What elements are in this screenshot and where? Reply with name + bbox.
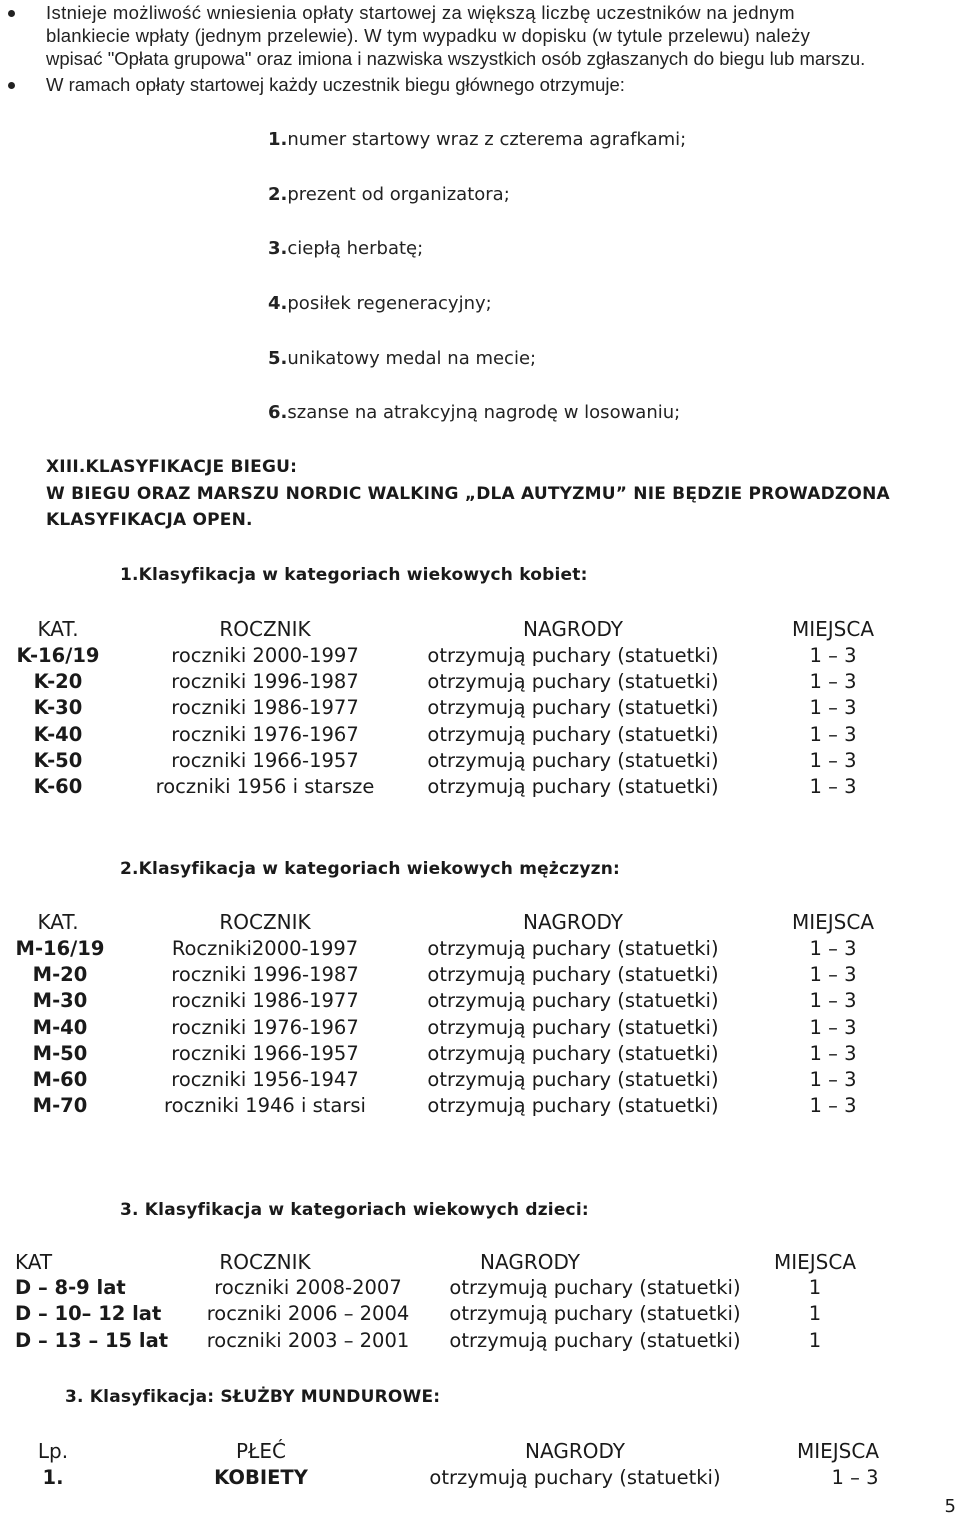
cell-category: K-60 (33, 775, 83, 798)
header-miejsca: MIEJSCA (791, 617, 875, 641)
cell-year: roczniki 1986-1977 (171, 696, 359, 720)
cell-prize: otrzymują puchary (statuetki) (449, 1276, 741, 1299)
benefit-item (268, 238, 423, 259)
table-row (0, 670, 960, 696)
benefit-item (268, 402, 680, 423)
cell-prize: otrzymują puchary (statuetki) (427, 989, 719, 1013)
cell-prize: otrzymują puchary (statuetki) (427, 696, 719, 720)
table-row (0, 1276, 960, 1302)
cell-prize: otrzymują puchary (statuetki) (427, 1094, 719, 1118)
header-kat: KAT (15, 1250, 53, 1274)
section-number: XIII. (46, 457, 86, 477)
cell-year: Roczniki2000-1997 (171, 937, 359, 960)
header-nagrody: NAGRODY (523, 910, 623, 934)
table-row (0, 937, 960, 963)
header-rocznik: ROCZNIK (219, 1250, 311, 1274)
header-nagrody: NAGRODY (480, 1250, 580, 1274)
cell-category: D – 13 – 15 lat (15, 1328, 169, 1352)
cell-category: M-40 (32, 1015, 88, 1039)
table-header-row (0, 910, 960, 936)
table-row (0, 644, 960, 670)
cell-prize: otrzymują puchary (statuetki) (449, 1328, 741, 1352)
cell-category: M-30 (32, 989, 88, 1013)
header-miejsca: MIEJSCA (796, 1439, 880, 1463)
table-header-row (0, 617, 960, 643)
cell-category: D – 8-9 lat (15, 1276, 126, 1299)
cell-prize: otrzymują puchary (statuetki) (427, 722, 719, 746)
cell-places: 1 (808, 1328, 822, 1352)
header-nagrody: NAGRODY (523, 617, 623, 641)
intro-line: blankiecie wpłaty (jednym przelewie). W tym wypadku w dopisku (w tytule przelewu) należy (46, 25, 811, 46)
table-header-row (0, 1439, 960, 1465)
cell-prize: otrzymują puchary (statuetki) (427, 1068, 719, 1091)
cell-prize: otrzymują puchary (statuetki) (427, 937, 719, 960)
cell-places: 1 – 3 (809, 1094, 857, 1118)
cell-category: D – 10– 12 lat (15, 1302, 162, 1326)
table-row (0, 1329, 960, 1355)
uniformed-heading: 3. Klasyfikacja: SŁUŻBY MUNDUROWE: (65, 1387, 441, 1407)
cell-category: K-20 (33, 670, 83, 694)
cell-prize: otrzymują puchary (statuetki) (427, 1041, 719, 1065)
cell-category: M-20 (32, 963, 88, 987)
cell-places: 1 – 3 (809, 670, 857, 694)
header-rocznik: ROCZNIK (219, 617, 311, 641)
section-title (46, 457, 297, 477)
cell-year: roczniki 1996-1987 (171, 670, 359, 694)
bullet-icon (8, 82, 15, 89)
cell-places: 1 – 3 (809, 937, 857, 960)
cell-places: 1 (808, 1276, 822, 1299)
table-row (0, 1094, 960, 1120)
cell-year: roczniki 2003 – 2001 (206, 1328, 410, 1352)
cell-year: roczniki 1966-1957 (171, 1041, 359, 1065)
header-kat: KAT. (37, 617, 79, 641)
cell-places: 1 – 3 (809, 989, 857, 1013)
header-plec: PŁEĆ (236, 1439, 286, 1463)
cell-year: roczniki 1976-1967 (171, 1015, 359, 1039)
benefit-num: 2. (268, 184, 288, 205)
section-note: W BIEGU ORAZ MARSZU NORDIC WALKING „DLA AUTYZMU” NIE BĘDZIE PROWADZONA (46, 484, 890, 504)
header-rocznik: ROCZNIK (219, 910, 311, 934)
cell-category: M-70 (32, 1094, 88, 1118)
cell-prize: otrzymują puchary (statuetki) (427, 1015, 719, 1039)
men-heading: 2.Klasyfikacja w kategoriach wiekowych mężczyzn: (120, 859, 621, 879)
cell-places: 1 – 3 (809, 696, 857, 720)
cell-category: M-16/19 (15, 937, 105, 960)
cell-category: M-50 (32, 1041, 88, 1065)
cell-places: 1 – 3 (809, 1041, 857, 1065)
section-title-text: KLASYFIKACJE BIEGU: (85, 457, 298, 477)
benefit-text: numer startowy wraz z czterema agrafkami; (287, 129, 687, 150)
benefit-num: 6. (268, 402, 288, 423)
benefit-item (268, 348, 536, 369)
cell-places: 1 – 3 (809, 748, 857, 772)
cell-sex: KOBIETY (214, 1466, 308, 1489)
cell-prize: otrzymują puchary (statuetki) (427, 644, 719, 667)
bullet-icon (8, 10, 15, 17)
table-row (0, 1068, 960, 1094)
cell-places: 1 – 3 (809, 775, 857, 798)
cell-year: roczniki 1976-1967 (171, 722, 359, 746)
cell-places: 1 (808, 1302, 822, 1326)
benefit-num: 4. (268, 293, 288, 314)
header-lp: Lp. (37, 1439, 69, 1463)
cell-places: 1 – 3 (809, 963, 857, 987)
cell-year: roczniki 1956-1947 (171, 1068, 359, 1091)
children-heading: 3. Klasyfikacja w kategoriach wiekowych dzieci: (120, 1200, 589, 1220)
table-row (0, 1042, 960, 1068)
cell-prize: otrzymują puchary (statuetki) (427, 748, 719, 772)
benefit-text: posiłek regeneracyjny; (287, 293, 492, 314)
cell-category: K-40 (33, 722, 83, 746)
cell-year: roczniki 1956 i starsze (155, 775, 375, 798)
cell-year: roczniki 1966-1957 (171, 748, 359, 772)
page-number: 5 (944, 1496, 956, 1517)
cell-prize: otrzymują puchary (statuetki) (427, 670, 719, 694)
table-header-row (0, 1250, 960, 1276)
table-row (0, 1016, 960, 1042)
cell-lp: 1. (42, 1466, 64, 1489)
cell-year: roczniki 2000-1997 (171, 644, 359, 667)
cell-category: K-16/19 (16, 644, 100, 667)
benefit-num: 5. (268, 348, 288, 369)
table-row (0, 775, 960, 801)
benefit-num: 3. (268, 238, 288, 259)
benefit-text: prezent od organizatora; (287, 184, 510, 205)
cell-places: 1 – 3 (831, 1466, 879, 1489)
intro-line: Istnieje możliwość wniesienia opłaty startowej za większą liczbę uczestników na jednym (46, 2, 795, 23)
cell-year: roczniki 1996-1987 (171, 963, 359, 987)
benefit-num: 1. (268, 129, 288, 150)
cell-prize: otrzymują puchary (statuetki) (427, 775, 719, 798)
intro-line: W ramach opłaty startowej każdy uczestnik biegu głównego otrzymuje: (46, 74, 625, 95)
cell-places: 1 – 3 (809, 1015, 857, 1039)
cell-category: K-50 (33, 748, 83, 772)
table-row (0, 696, 960, 722)
cell-places: 1 – 3 (809, 644, 857, 667)
cell-prize: otrzymują puchary (statuetki) (429, 1466, 721, 1489)
table-row (0, 749, 960, 775)
intro-line: wpisać "Opłata grupowa" oraz imiona i nazwiska wszystkich osób zgłaszanych do biegu lub marszu. (46, 48, 866, 69)
cell-category: M-60 (32, 1068, 88, 1091)
header-miejsca: MIEJSCA (773, 1250, 857, 1274)
benefit-item (268, 129, 686, 150)
benefit-item (268, 184, 510, 205)
table-row (0, 1466, 960, 1492)
cell-year: roczniki 2008-2007 (214, 1276, 402, 1299)
table-row (0, 963, 960, 989)
section-note: KLASYFIKACJA OPEN. (46, 510, 253, 530)
cell-year: roczniki 1946 i starsi (164, 1094, 366, 1118)
table-row (0, 989, 960, 1015)
cell-prize: otrzymują puchary (statuetki) (427, 963, 719, 987)
benefit-text: ciepłą herbatę; (287, 238, 424, 259)
cell-places: 1 – 3 (809, 1068, 857, 1091)
header-miejsca: MIEJSCA (791, 910, 875, 934)
cell-places: 1 – 3 (809, 722, 857, 746)
header-nagrody: NAGRODY (525, 1439, 625, 1463)
benefit-text: unikatowy medal na mecie; (287, 348, 537, 369)
benefit-text: szanse na atrakcyjną nagrodę w losowaniu; (287, 402, 681, 423)
benefit-item (268, 293, 492, 314)
table-row (0, 1302, 960, 1328)
cell-category: K-30 (33, 696, 83, 720)
cell-year: roczniki 1986-1977 (171, 989, 359, 1013)
header-kat: KAT. (37, 910, 79, 934)
cell-year: roczniki 2006 – 2004 (206, 1302, 410, 1326)
women-heading: 1.Klasyfikacja w kategoriach wiekowych kobiet: (120, 565, 588, 585)
table-row (0, 723, 960, 749)
cell-prize: otrzymują puchary (statuetki) (449, 1302, 741, 1326)
